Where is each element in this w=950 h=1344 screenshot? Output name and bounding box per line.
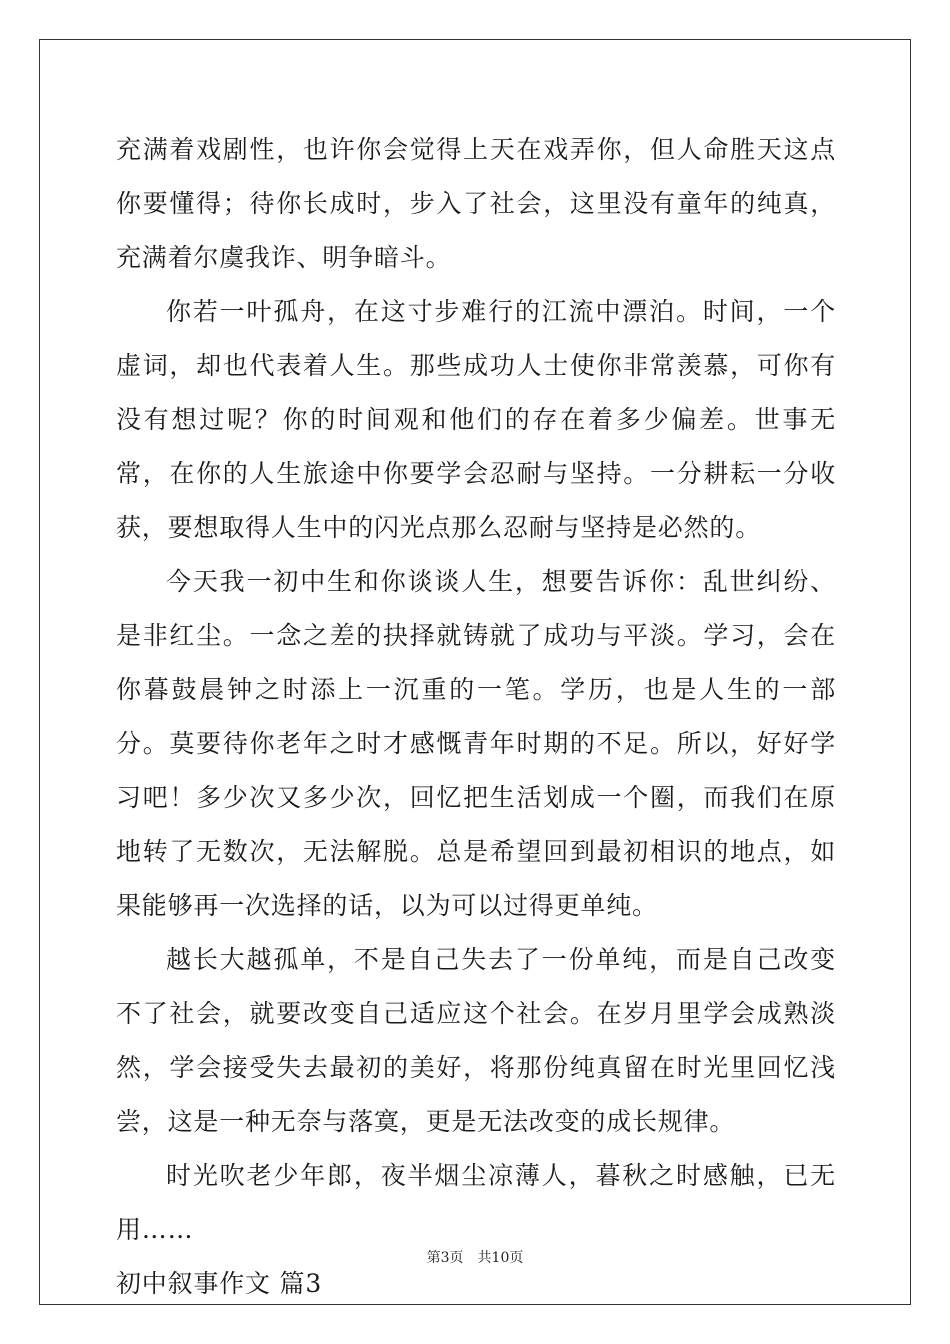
page-footer: [0, 1247, 950, 1267]
document-body: [116, 123, 836, 1311]
section-heading: 初中叙事作文 篇3: [116, 1269, 323, 1298]
paragraph-3: 今天我一初中生和你谈谈人生，想要告诉你：乱世纠纷、是非红尘。一念之差的抉择就铸就了成功与平淡。学习，会在你暮鼓晨钟之时添上一沉重的一笔。学历，也是人生的一部分。莫要待你老年之时才感慨青年时期的不足。所以，好好学习吧！多少次又多少次，回忆把生活划成一个圈，而我们在原地转了无数次，无法解脱。总是希望回到最初相识的地点，如果能够再一次选择的话，以为可以过得更单纯。: [116, 567, 836, 920]
page-number: 第3页: [426, 1250, 464, 1266]
paragraph-4: 越长大越孤单，不是自己失去了一份单纯，而是自己改变不了社会，就要改变自己适应这个社会。在岁月里学会成熟淡然，学会接受失去最初的美好，将那份纯真留在时光里回忆浅尝，这是一种无奈与落寞，更是无法改变的成长规律。: [116, 945, 836, 1136]
paragraph-1: 充满着戏剧性，也许你会觉得上天在戏弄你，但人命胜天这点你要懂得；待你长成时，步入了社会，这里没有童年的纯真，充满着尔虞我诈、明争暗斗。: [116, 135, 836, 272]
page-total: 共10页: [477, 1250, 524, 1266]
paragraph-5: 时光吹老少年郎，夜半烟尘凉薄人，暮秋之时感触，已无用……: [116, 1161, 836, 1244]
paragraph-2: 你若一叶孤舟，在这寸步难行的江流中漂泊。时间，一个虚词，却也代表着人生。那些成功人士使你非常羡慕，可你有没有想过呢？你的时间观和他们的存在着多少偏差。世事无常，在你的人生旅途中你要学会忍耐与坚持。一分耕耘一分收获，要想取得人生中的闪光点那么忍耐与坚持是必然的。: [116, 297, 836, 542]
